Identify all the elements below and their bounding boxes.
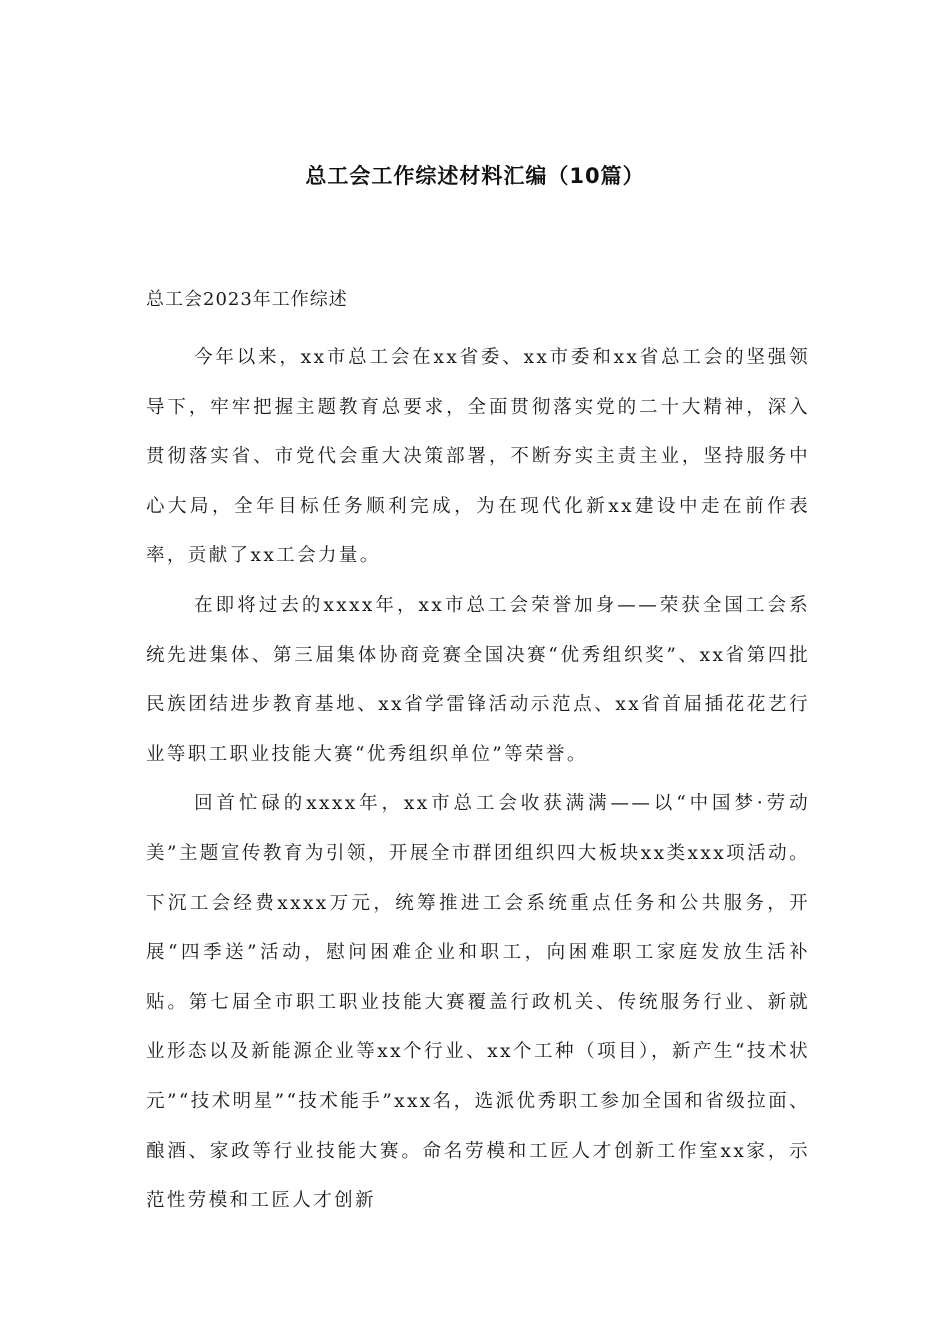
section-heading: 总工会2023年工作综述 — [146, 289, 348, 310]
paragraph-intro: 今年以来，xx市总工会在xx省委、xx市委和xx省总工会的坚强领导下，牢牢把握主题教育总要求，全面贯彻落实党的二十大精神，深入贯彻落实省、市党代会重大决策部署，不断夯实主责主业，坚持服务中心大局，全年目标任务顺利完成，为在现代化新xx建设中走在前作表率，贡献了xx工会力量。 — [146, 347, 810, 567]
paragraph-honors: 在即将过去的xxxx年，xx市总工会荣誉加身——荣获全国工会系统先进集体、第三届集体协商竞赛全国决赛“优秀组织奖”、xx省第四批民族团结进步教育基地、xx省学雷锋活动示范点、xx省首届插花花艺行业等职工职业技能大赛“优秀组织单位”等荣誉。 — [146, 594, 810, 765]
paragraph-achievements: 回首忙碌的xxxx年，xx市总工会收获满满——以“中国梦·劳动美”主题宣传教育为引领，开展全市群团组织四大板块xx类xxx项活动。下沉工会经费xxxx万元，统筹推进工会系统重点任务和公共服务，开展“四季送”活动，慰问困难企业和职工，向困难职工家庭发放生活补贴。第七届全市职工职业技能大赛覆盖行政机关、传统服务行业、新就业形态以及新能源企业等xx个行业、xx个工种（项目），新产生“技术状元”“技术明星”“技术能手”xxx名，选派优秀职工参加全国和省级拉面、酿酒、家政等行业技能大赛。命名劳模和工匠人才创新工作室xx家，示范性劳模和工匠人才创新 — [146, 793, 810, 1212]
body-text — [146, 333, 810, 1226]
document-title: 总工会工作综述材料汇编（10篇） — [305, 164, 645, 188]
